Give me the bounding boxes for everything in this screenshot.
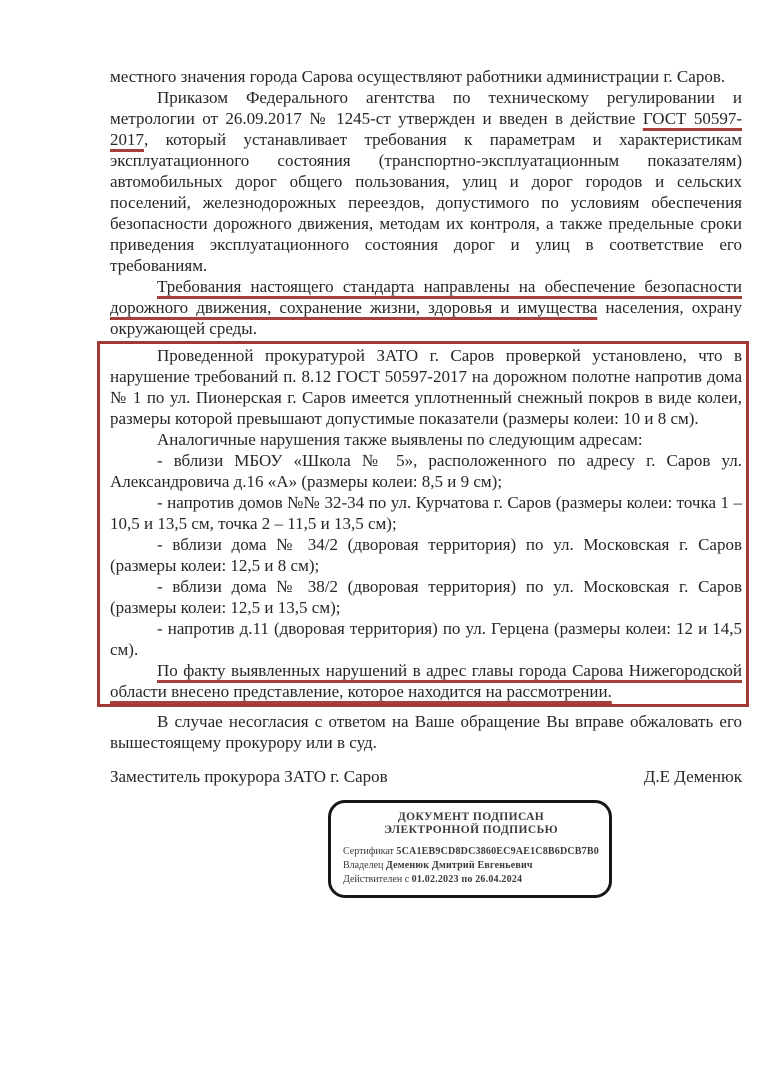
- signature-row: [110, 766, 742, 787]
- highlighted-findings-box: [97, 341, 749, 707]
- text-run-post: , который устанавливает требования к параметрам и характеристикам эксплуатационного состояния (транспортно-эксплуатационным показателям) автомобильных дорог общего пользования, улиц и дорог городов и сельских поселений, железнодорожных переездов, допустимого по условиям обеспечения безопасности дорожного движения, методам их контроля, а также предельные сроки приведения эксплуатационного состояния дорог и улиц в соответствие его требованиям.: [110, 130, 742, 275]
- stamp-title-line2: ЭЛЕКТРОННОЙ ПОДПИСЬЮ: [384, 824, 558, 836]
- signatory-name: Д.Е Деменюк: [643, 767, 742, 786]
- finding-conclusion: [110, 660, 742, 702]
- paragraph-road-maintenance: местного значения города Сарова осуществляют работники администрации г. Саров.: [110, 67, 726, 86]
- paragraph-gost-order: [110, 87, 742, 276]
- owner-label: Владелец: [343, 860, 384, 871]
- gost-reference-underlined: ГОСТ 50597-2017: [110, 109, 742, 149]
- stamp-title-line1: ДОКУМЕНТ ПОДПИСАН: [397, 811, 545, 823]
- owner-value: Деменюк Дмитрий Евгеньевич: [385, 860, 533, 871]
- certificate-label: Сертификат: [343, 846, 394, 857]
- text-run-pre: Приказом Федерального агентства по техническому регулировании и метрологии от 26.09.2017 № 1245-ст утвержден и введен в действие: [110, 88, 742, 128]
- letter-body: [110, 66, 742, 898]
- digital-signature-stamp: [328, 800, 612, 898]
- validity-value: 01.02.2023 по 26.04.2024: [411, 874, 523, 885]
- stamp-validity-row: [343, 873, 599, 887]
- finding-main: Проведенной прокуратурой ЗАТО г. Саров проверкой установлено, что в нарушение требований п. 8.12 ГОСТ 50597-2017 на дорожном полотне напротив дома № 1 по ул. Пионерская г. Саров имеется уплотненный снежный покров в виде колеи, размеры которой превышают допустимые показатели (размеры колеи: 10 и 8 см).: [110, 346, 742, 428]
- finding-intro-list: Аналогичные нарушения также выявлены по следующим адресам:: [157, 430, 643, 449]
- conclusion-underlined: По факту выявленных нарушений в адрес главы города Сарова Нижегородской области внесено представление, которое находится на рассмотрении.: [110, 661, 742, 701]
- stamp-certificate-row: [343, 845, 599, 859]
- standard-purpose-underlined: Требования настоящего стандарта направлены на обеспечение безопасности дорожного движения, сохранение жизни, здоровья и имущества: [110, 277, 742, 317]
- finding-item-moskovskaya-38: - вблизи дома № 38/2 (дворовая территория) по ул. Московская г. Саров (размеры колеи: 12,5 и 13,5 см);: [110, 577, 742, 617]
- paragraph-appeal-rights: В случае несогласия с ответом на Ваше обращение Вы вправе обжаловать его вышестоящему прокурору или в суд.: [110, 712, 742, 752]
- validity-label: Действителен с: [343, 874, 410, 885]
- finding-item-school5: - вблизи МБОУ «Школа № 5», расположенного по адресу г. Саров ул. Александровича д.16 «А» (размеры колеи: 8,5 и 9 см);: [110, 451, 742, 491]
- finding-item-gertsena: - напротив д.11 (дворовая территория) по ул. Герцена (размеры колеи: 12 и 14,5 см).: [110, 619, 742, 659]
- finding-item-moskovskaya-34: - вблизи дома № 34/2 (дворовая территория) по ул. Московская г. Саров (размеры колеи: 12,5 и 8 см);: [110, 535, 742, 575]
- signatory-position: Заместитель прокурора ЗАТО г. Саров: [110, 767, 388, 786]
- stamp-owner-row: [343, 859, 599, 873]
- certificate-value: 5CA1EB9CD8DC3860EC9AE1C8B6DCB7B0: [396, 846, 599, 857]
- paragraph-standard-purpose: [110, 276, 742, 339]
- stamp-details: [343, 845, 599, 887]
- finding-item-kurchatova: - напротив домов №№ 32-34 по ул. Курчатова г. Саров (размеры колеи: точка 1 – 10,5 и 13,5 см, точка 2 – 11,5 и 13,5 см);: [110, 493, 742, 533]
- standard-purpose-rest: населения, охрану окружающей среды.: [110, 298, 742, 338]
- stamp-title: [343, 811, 599, 837]
